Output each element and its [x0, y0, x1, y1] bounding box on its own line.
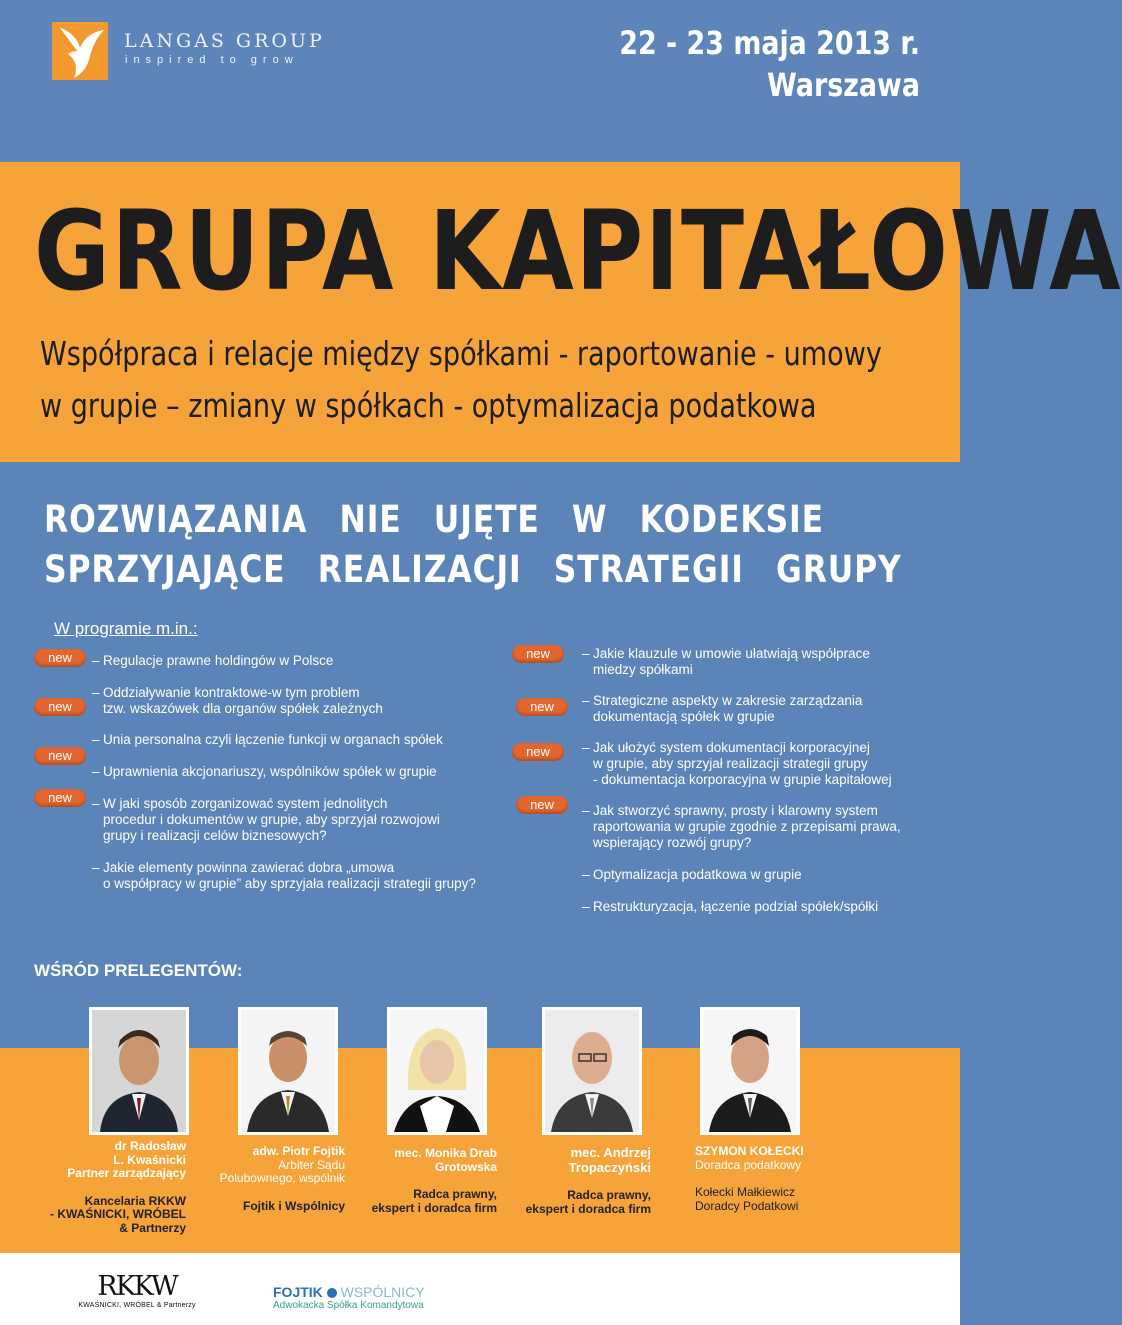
- program-item-text: Restrukturyzacja, łączenie podział spółek/spółki: [593, 899, 879, 914]
- new-badge: new: [512, 645, 564, 663]
- speaker-role: Arbiter Sądu Polubownego, wspólnik: [219, 1157, 345, 1185]
- program-item: – Restrukturyzacja, łączenie podział spółek/spółki: [582, 899, 879, 914]
- program-item: – Jak stworzyć sprawny, prosty i klarowny system raportowania w grupie zgodnie z przepisami prawa, wspierający rozwój grupy?: [582, 803, 901, 850]
- speaker-name: dr Radosław L. Kwaśnicki: [113, 1139, 186, 1167]
- program-item-text: Strategiczne aspekty w zakresie zarządzania dokumentacją spółek w grupie: [593, 693, 863, 724]
- program-title: W programie m.in.:: [54, 619, 198, 638]
- speaker-name: mec. Andrzej Tropaczyński: [568, 1145, 651, 1175]
- headline-line-1: ROZWIĄZANIA NIE UJĘTE W KODEKSIE: [44, 498, 824, 541]
- speaker-card: [505, 1145, 651, 1216]
- new-badge: new: [516, 796, 568, 814]
- headline-line-2: SPRZYJAJĄCE REALIZACJI STRATEGII GRUPY: [44, 548, 902, 591]
- dot-icon: [327, 1288, 337, 1298]
- program-item-text: Uprawnienia akcjonariuszy, wspólników spółek w grupie: [103, 764, 437, 779]
- speaker-firm: Kołecki Małkiewicz Doradcy Podatkowi: [695, 1185, 799, 1213]
- program-item-text: Jakie klauzule w umowie ułatwiają współprace miedzy spółkami: [593, 646, 870, 677]
- speaker-card: [200, 1145, 345, 1213]
- rkkw-logo-text: RKKW: [97, 1271, 177, 1302]
- event-date-block: [619, 22, 920, 106]
- speaker-photo: [542, 1007, 642, 1135]
- fojtik-logo-partners: WSPÓLNICY: [340, 1284, 425, 1300]
- new-badge: new: [516, 698, 568, 716]
- program-item: – Jakie klauzule w umowie ułatwiają współprace miedzy spółkami: [582, 646, 870, 677]
- program-item-text: Jak ułożyć system dokumentacji korporacyjnej w grupie, aby sprzyjał realizacji strategii grupy - dokumentacja korporacyjna w grupie kapitałowej: [593, 740, 892, 787]
- speaker-name: mec. Monika Drab Grotowska: [394, 1146, 497, 1174]
- program-item: – Unia personalna czyli łączenie funkcji w organach spółek: [92, 732, 443, 747]
- program-item: – Strategiczne aspekty w zakresie zarządzania dokumentacją spółek w grupie: [582, 693, 863, 724]
- rkkw-logo-subtitle: KWAŚNICKI, WRÓBEL & Partnerzy: [78, 1302, 196, 1309]
- program-item-text: Jak stworzyć sprawny, prosty i klarowny system raportowania w grupie zgodnie z przepisami prawa, wspierający rozwój grupy?: [593, 803, 901, 850]
- subtitle-line-1: Współpraca i relacje między spółkami - raportowanie - umowy: [40, 334, 882, 373]
- program-item: – W jaki sposób zorganizować system jednolitych procedur i dokumentów w grupie, aby sprzyjał rozwojowi grupy i realizacji celów biznesowych?: [92, 796, 440, 843]
- brand-name: LANGAS GROUP: [124, 30, 325, 52]
- new-badge: new: [34, 747, 86, 765]
- speaker-role: Partner zarządzający: [67, 1166, 186, 1180]
- speaker-photo: [89, 1007, 189, 1135]
- speaker-firm: Kancelaria RKKW - KWAŚNICKI, WRÓBEL & Partnerzy: [50, 1193, 186, 1235]
- program-item-text: Oddziaływanie kontraktowe-w tym problem tzw. wskazówek dla organów spółek zależnych: [103, 685, 383, 716]
- new-badge: new: [34, 698, 86, 716]
- bird-logo-icon: [52, 22, 108, 80]
- event-date: 22 - 23 maja 2013 r.: [619, 24, 920, 62]
- fojtik-logo-name: FOJTIK: [273, 1284, 323, 1300]
- program-item: – Jak ułożyć system dokumentacji korporacyjnej w grupie, aby sprzyjał realizacji strategii grupy - dokumentacja korporacyjna w grupie kapitałowej: [582, 740, 892, 787]
- speaker-firm: Radca prawny, ekspert i doradca firm: [371, 1187, 497, 1215]
- program-item: – Oddziaływanie kontraktowe-w tym problem tzw. wskazówek dla organów spółek zależnych: [92, 685, 383, 716]
- speaker-photo: [387, 1007, 487, 1135]
- speaker-firm: Radca prawny, ekspert i doradca firm: [525, 1188, 651, 1216]
- program-item-text: W jaki sposób zorganizować system jednolitych procedur i dokumentów w grupie, aby sprzyjał rozwojowi grupy i realizacji celów biznesowych?: [103, 796, 440, 843]
- speaker-photo: [238, 1007, 338, 1135]
- program-item: – Regulacje prawne holdingów w Polsce: [92, 653, 334, 668]
- fojtik-logo-subtitle: Adwokacka Spółka Komandytowa: [273, 1300, 424, 1311]
- fojtik-logo: [273, 1284, 425, 1311]
- program-item-text: Regulacje prawne holdingów w Polsce: [103, 653, 334, 668]
- speakers-title: WŚRÓD PRELEGENTÓW:: [34, 961, 243, 980]
- new-badge: new: [34, 789, 86, 807]
- speaker-name: adw. Piotr Fojtik: [252, 1144, 345, 1158]
- subtitle-line-2: w grupie – zmiany w spółkach - optymalizacja podatkowa: [40, 386, 817, 425]
- program-item-text: Optymalizacja podatkowa w grupie: [593, 867, 802, 882]
- program-item: – Jakie elementy powinna zawierać dobra „umowa o współpracy w grupie” aby sprzyjała realizacji strategii grupy?: [92, 860, 476, 891]
- rkkw-logo: [78, 1272, 196, 1309]
- speaker-card: [695, 1145, 895, 1213]
- event-city: Warszawa: [767, 66, 920, 104]
- speaker-role: Doradca podatkowy: [695, 1157, 802, 1172]
- program-item-text: Unia personalna czyli łączenie funkcji w organach spółek: [103, 732, 443, 747]
- speaker-photo: [700, 1007, 800, 1135]
- new-badge: new: [34, 649, 86, 667]
- speaker-firm: Fojtik i Wspólnicy: [242, 1198, 345, 1213]
- brand-tagline: inspired to grow: [125, 54, 299, 66]
- program-item-text: Jakie elementy powinna zawierać dobra „umowa o współpracy w grupie” aby sprzyjała realizacji strategii grupy?: [103, 860, 476, 891]
- new-badge: new: [512, 743, 564, 761]
- speaker-card: [350, 1147, 497, 1215]
- program-item: – Optymalizacja podatkowa w grupie: [582, 867, 802, 882]
- main-title: GRUPA KAPITAŁOWA: [34, 187, 1122, 315]
- speaker-card: [40, 1140, 186, 1235]
- program-item: – Uprawnienia akcjonariuszy, wspólników spółek w grupie: [92, 764, 437, 779]
- speaker-name: SZYMON KOŁECKI: [695, 1144, 804, 1158]
